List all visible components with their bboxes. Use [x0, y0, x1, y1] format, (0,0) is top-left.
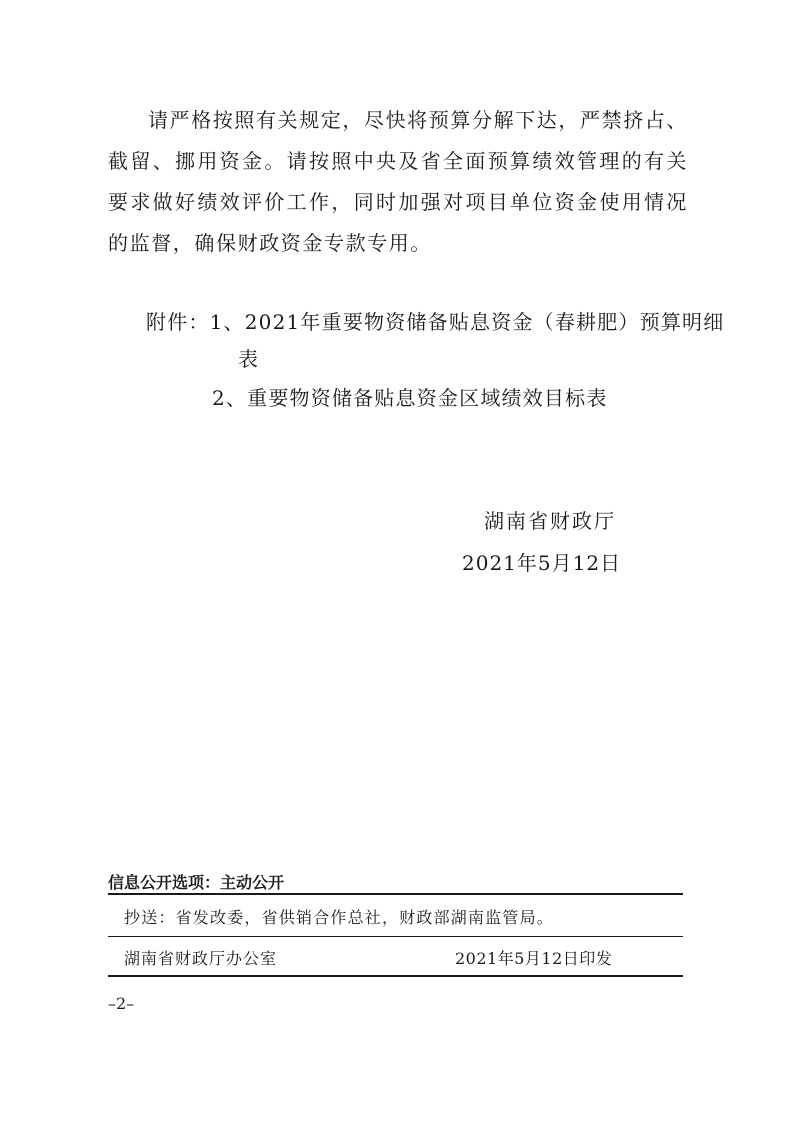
signing-date: 2021年5月12日 — [462, 551, 622, 575]
issue-date: 2021年5月12日印发 — [455, 949, 613, 968]
attachment-item-1: 附件：1、2021年重要物资储备贴息资金（春耕肥）预算明细 — [146, 310, 725, 334]
footer-rule-middle — [108, 936, 683, 937]
disclosure-option: 信息公开选项：主动公开 — [108, 873, 285, 892]
attachment-item-2: 2、重要物资储备贴息资金区域绩效目标表 — [212, 386, 608, 410]
signing-organization: 湖南省财政厅 — [484, 509, 616, 533]
cc-recipients: 抄送：省发改委，省供销合作总社，财政部湖南监管局。 — [124, 908, 555, 927]
page-number: –2– — [108, 994, 135, 1013]
attachment-item-1-continuation: 表 — [238, 347, 260, 371]
footer-rule-bottom — [108, 975, 683, 977]
issuing-office: 湖南省财政厅办公室 — [124, 949, 278, 968]
body-paragraph: 请严格按照有关规定，尽快将预算分解下达，严禁挤占、截留、挪用资金。请按照中央及省全面预算绩效管理的有关要求做好绩效评价工作，同时加强对项目单位资金使用情况的监督，确保财政资金专款专用。 — [108, 108, 688, 255]
footer-rule-top — [108, 893, 683, 895]
